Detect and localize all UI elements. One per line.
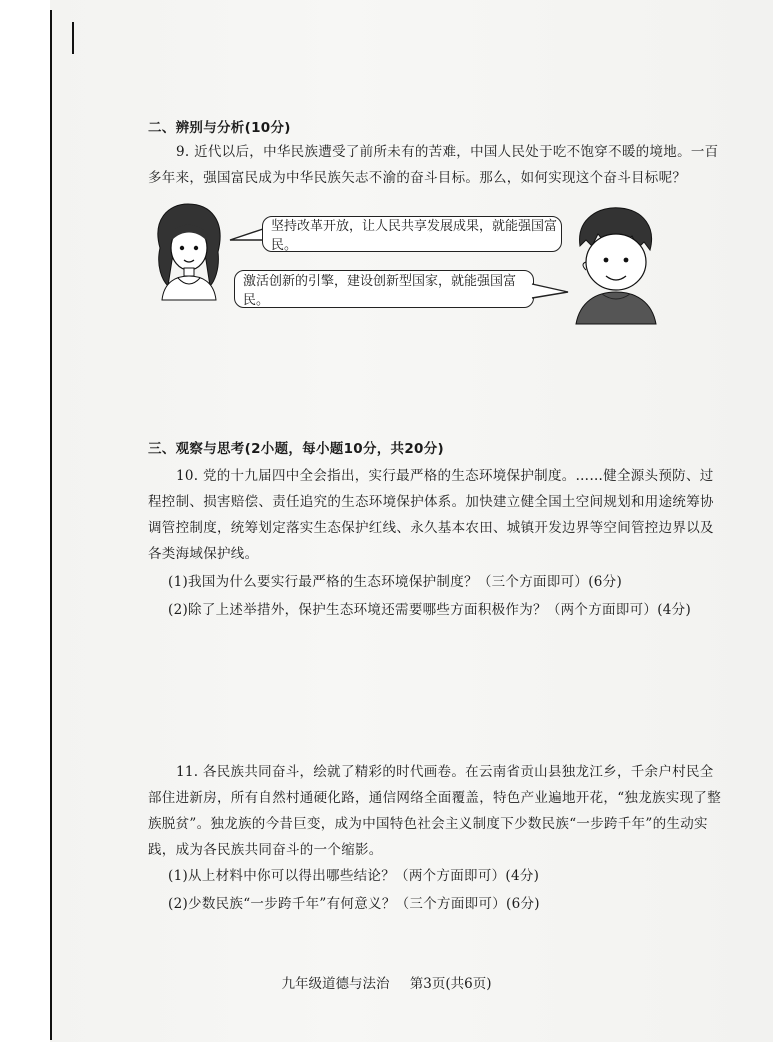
q11-line4: 践，成为各民族共同奋斗的一个缩影。 [148, 842, 383, 858]
q10-line2: 程控制、损害赔偿、责任追究的生态环境保护体系。加快建立健全国土空间规划和用途统筹协 [148, 494, 714, 510]
page-footer [0, 972, 773, 992]
footer-page-number: 第3页(共6页) [409, 976, 492, 992]
q11-line2: 部住进新房，所有自然村通硬化路，通信网络全面覆盖，特色产业遍地开花，“独龙族实现了整 [148, 790, 721, 806]
footer-subject: 九年级道德与法治 [281, 976, 390, 992]
section2-heading: 二、辨别与分析(10分) [148, 120, 291, 136]
q11-sub1: (1)从上材料中你可以得出哪些结论？（两个方面即可）(4分) [168, 868, 540, 884]
girl-cartoon [148, 200, 230, 300]
bubble-girl: 坚持改革开放，让人民共享发展成果，就能强国富民。 [262, 216, 562, 252]
bubble-boy: 激活创新的引擎，建设创新型国家，就能强国富民。 [234, 270, 534, 308]
scan-edge-left [50, 10, 52, 1040]
q10-line3: 调管控制度，统筹划定落实生态保护红线、永久基本农田、城镇开发边界等空间管控边界以及 [148, 520, 714, 536]
section3-heading: 三、观察与思考(2小题，每小题10分，共20分) [148, 441, 445, 457]
q10-line4: 各类海域保护线。 [148, 546, 259, 562]
scan-mark [72, 22, 74, 54]
q11-line1: 11. 各民族共同奋斗，绘就了精彩的时代画卷。在云南省贡山县独龙江乡，千余户村民全 [176, 764, 714, 780]
q10-line1: 10. 党的十九届四中全会指出，实行最严格的生态环境保护制度。……健全源头预防、过 [176, 468, 714, 484]
q10-sub2: (2)除了上述举措外，保护生态环境还需要哪些方面积极作为？（两个方面即可）(4分) [168, 602, 692, 618]
q11-sub2: (2)少数民族“一步跨千年”有何意义？（三个方面即可）(6分) [168, 896, 540, 912]
q9-text-line2: 多年来，强国富民成为中华民族矢志不渝的奋斗目标。那么，如何实现这个奋斗目标呢？ [148, 170, 687, 186]
q10-sub1: (1)我国为什么要实行最严格的生态环境保护制度？（三个方面即可）(6分) [168, 574, 623, 590]
q11-line3: 族脱贫”。独龙族的今昔巨变，成为中国特色社会主义制度下少数民族“一步跨千年”的生动实 [148, 816, 708, 832]
q9-text-line1: 9. 近代以后，中华民族遭受了前所未有的苦难，中国人民处于吃不饱穿不暖的境地。一百 [176, 144, 719, 160]
boy-cartoon [566, 206, 662, 324]
